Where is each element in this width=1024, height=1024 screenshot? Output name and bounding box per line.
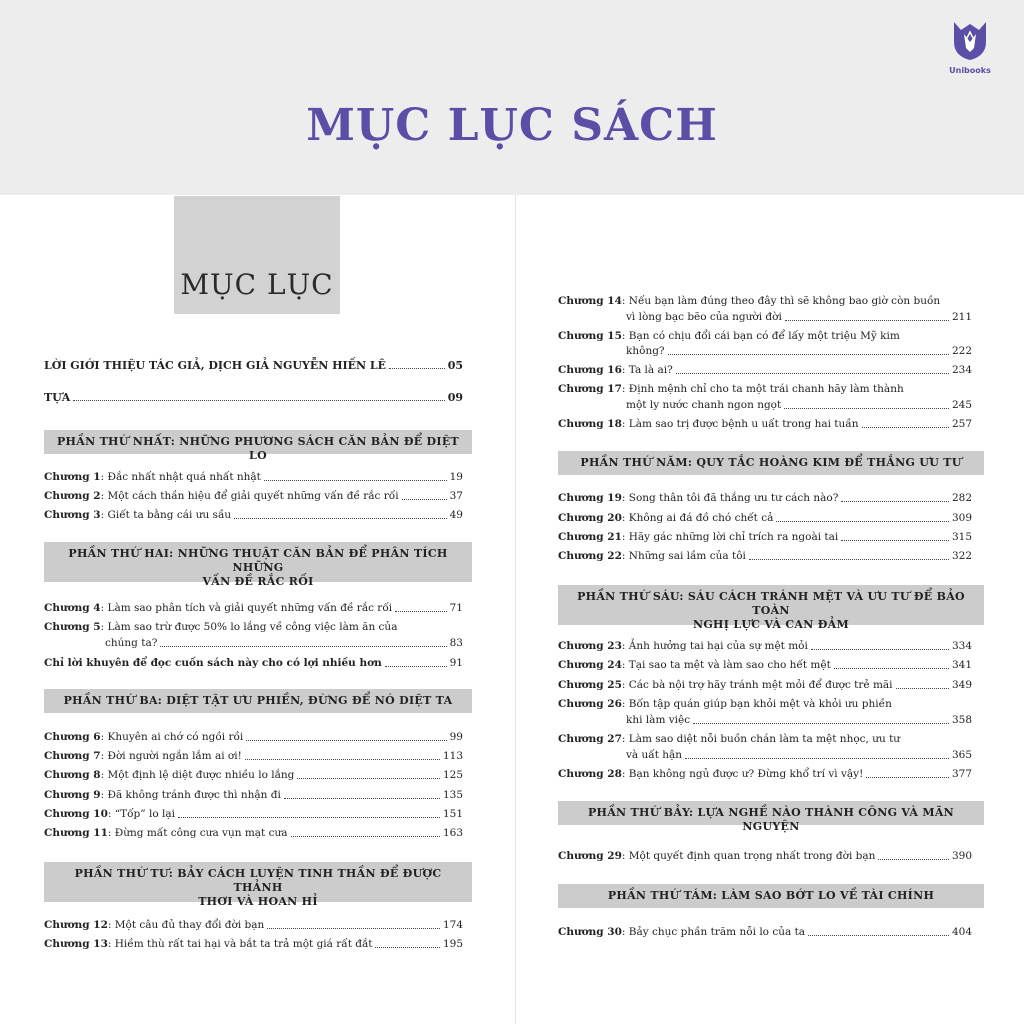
toc-entry-chapter: Chương 6: Khuyên ai chớ có ngồi rồi 99 [44, 731, 463, 743]
toc-entry-chapter: Chương 10: “Tốp” lo lại 151 [44, 808, 463, 820]
toc-entry-preface: TỰA 09 [44, 391, 463, 404]
toc-entry-chapter-line2: vì lòng bạc bẽo của người đời 211 [626, 311, 972, 323]
part-heading-2: PHẦN THỨ HAI: NHỮNG THUẬT CĂN BẢN ĐỂ PHÂN TÍCH NHỮNG VẤN ĐỀ RẮC RỐI [44, 542, 472, 582]
toc-entry-chapter-line1: Chương 27: Làm sao diệt nỗi buồn chán làm ta mệt nhọc, ưu tư [558, 733, 901, 745]
toc-entry-chapter: Chương 29: Một quyết định quan trọng nhất trong đời bạn 390 [558, 850, 972, 862]
page-heading: MỤC LỤC [180, 268, 334, 301]
toc-entry-chapter: Chương 11: Đừng mất công cưa vụn mạt cưa 163 [44, 827, 463, 839]
toc-entry-chapter-line2: không? 222 [626, 345, 972, 357]
toc-entry-chapter: Chương 19: Song thân tôi đã thắng ưu tư cách nào? 282 [558, 492, 972, 504]
logo-shield-icon [950, 18, 990, 62]
toc-entry-chapter: Chương 13: Hiềm thù rất tai hại và bắt ta trả một giá rất đắt 195 [44, 938, 463, 950]
toc-entry-chapter: Chương 28: Bạn không ngủ được ư? Đừng khổ trí vì vậy! 377 [558, 768, 972, 780]
part-heading-7: PHẦN THỨ BẢY: LỰA NGHỀ NÀO THÀNH CÔNG VÀ MÃN NGUYỆN [558, 801, 984, 825]
toc-entry-chapter-line1: Chương 15: Bạn có chịu đổi cái bạn có để lấy một triệu Mỹ kim [558, 330, 900, 342]
toc-entry-intro: LỜI GIỚI THIỆU TÁC GIẢ, DỊCH GIẢ NGUYỄN HIẾN LÊ 05 [44, 359, 463, 372]
toc-entry-chapter-line1: Chương 26: Bốn tập quán giúp bạn khỏi mệt và khỏi ưu phiền [558, 698, 892, 710]
part-heading-4: PHẦN THỨ TƯ: BẢY CÁCH LUYỆN TINH THẦN ĐỂ ĐƯỢC THẢNH THƠI VÀ HOAN HỈ [44, 862, 472, 902]
toc-entry-chapter: Chương 20: Không ai đá đồ chó chết cả 309 [558, 512, 972, 524]
toc-entry-chapter-line1: Chương 5: Làm sao trừ được 50% lo lắng về công việc làm ăn của [44, 621, 398, 633]
toc-entry-chapter: Chương 12: Một câu đủ thay đổi đời bạn 174 [44, 919, 463, 931]
toc-entry-chapter: Chương 30: Bảy chục phần trăm nỗi lo của ta 404 [558, 926, 972, 938]
toc-entry-chapter: Chương 2: Một cách thần hiệu để giải quyết những vấn đề rắc rối 37 [44, 490, 463, 502]
toc-entry-chapter-line1: Chương 17: Định mệnh chỉ cho ta một trái chanh hãy làm thành [558, 383, 904, 395]
toc-entry-chapter: Chương 7: Đời người ngắn lắm ai ơi! 113 [44, 750, 463, 762]
unibooks-logo [944, 18, 996, 75]
toc-entry-chapter: Chương 8: Một định lệ diệt được nhiều lo lắng 125 [44, 769, 463, 781]
part-heading-8: PHẦN THỨ TÁM: LÀM SAO BỚT LO VỀ TÀI CHÍNH [558, 884, 984, 908]
toc-entry-chapter: Chương 23: Ảnh hưởng tai hại của sự mệt mỏi 334 [558, 640, 972, 652]
toc-entry-chapter-line2: và uất hận 365 [626, 749, 972, 761]
logo-text: Unibooks [949, 66, 991, 75]
toc-entry-advice: Chỉ lời khuyên để đọc cuốn sách này cho có lợi nhiều hơn 91 [44, 657, 463, 669]
toc-entry-chapter: Chương 21: Hãy gác những lời chỉ trích ra ngoài tai 315 [558, 531, 972, 543]
toc-entry-chapter: Chương 4: Làm sao phân tích và giải quyết những vấn đề rắc rối 71 [44, 602, 463, 614]
toc-entry-chapter: Chương 24: Tại sao ta mệt và làm sao cho hết mệt 341 [558, 659, 972, 671]
toc-entry-chapter: Chương 3: Giết ta bằng cái ưu sầu 49 [44, 509, 463, 521]
toc-entry-chapter-line2: khi làm việc 358 [626, 714, 972, 726]
banner-header [0, 0, 1024, 195]
banner-title: MỤC LỤC SÁCH [306, 100, 718, 151]
part-heading-5: PHẦN THỨ NĂM: QUY TẮC HOÀNG KIM ĐỂ THẮNG ƯU TƯ [558, 451, 984, 475]
toc-entry-chapter: Chương 18: Làm sao trị được bệnh u uất trong hai tuần 257 [558, 418, 972, 430]
toc-entry-chapter-line2: một ly nước chanh ngon ngọt 245 [626, 399, 972, 411]
toc-entry-chapter: Chương 22: Những sai lầm của tôi 322 [558, 550, 972, 562]
toc-entry-chapter-line2: chúng ta? 83 [105, 637, 463, 649]
toc-entry-chapter: Chương 1: Đắc nhất nhật quá nhất nhật 19 [44, 471, 463, 483]
part-heading-1: PHẦN THỨ NHẤT: NHỮNG PHƯƠNG SÁCH CĂN BẢN ĐỂ DIỆT LO [44, 430, 472, 454]
page-heading-box [174, 196, 340, 314]
toc-entry-chapter: Chương 16: Ta là ai? 234 [558, 364, 972, 376]
toc-entry-chapter: Chương 9: Đã không tránh được thì nhận đi 135 [44, 789, 463, 801]
toc-entry-chapter: Chương 25: Các bà nội trợ hãy tránh mệt mỏi để được trẻ mãi 349 [558, 679, 972, 691]
toc-entry-chapter-line1: Chương 14: Nếu bạn làm đúng theo đây thì sẽ không bao giờ còn buồn [558, 295, 941, 307]
part-heading-3: PHẦN THỨ BA: DIỆT TẬT ƯU PHIỀN, ĐỪNG ĐỂ NÓ DIỆT TA [44, 689, 472, 713]
part-heading-6: PHẦN THỨ SÁU: SÁU CÁCH TRÁNH MỆT VÀ ƯU TƯ ĐỂ BẢO TOÀN NGHỊ LỰC VÀ CAN ĐẢM [558, 585, 984, 625]
